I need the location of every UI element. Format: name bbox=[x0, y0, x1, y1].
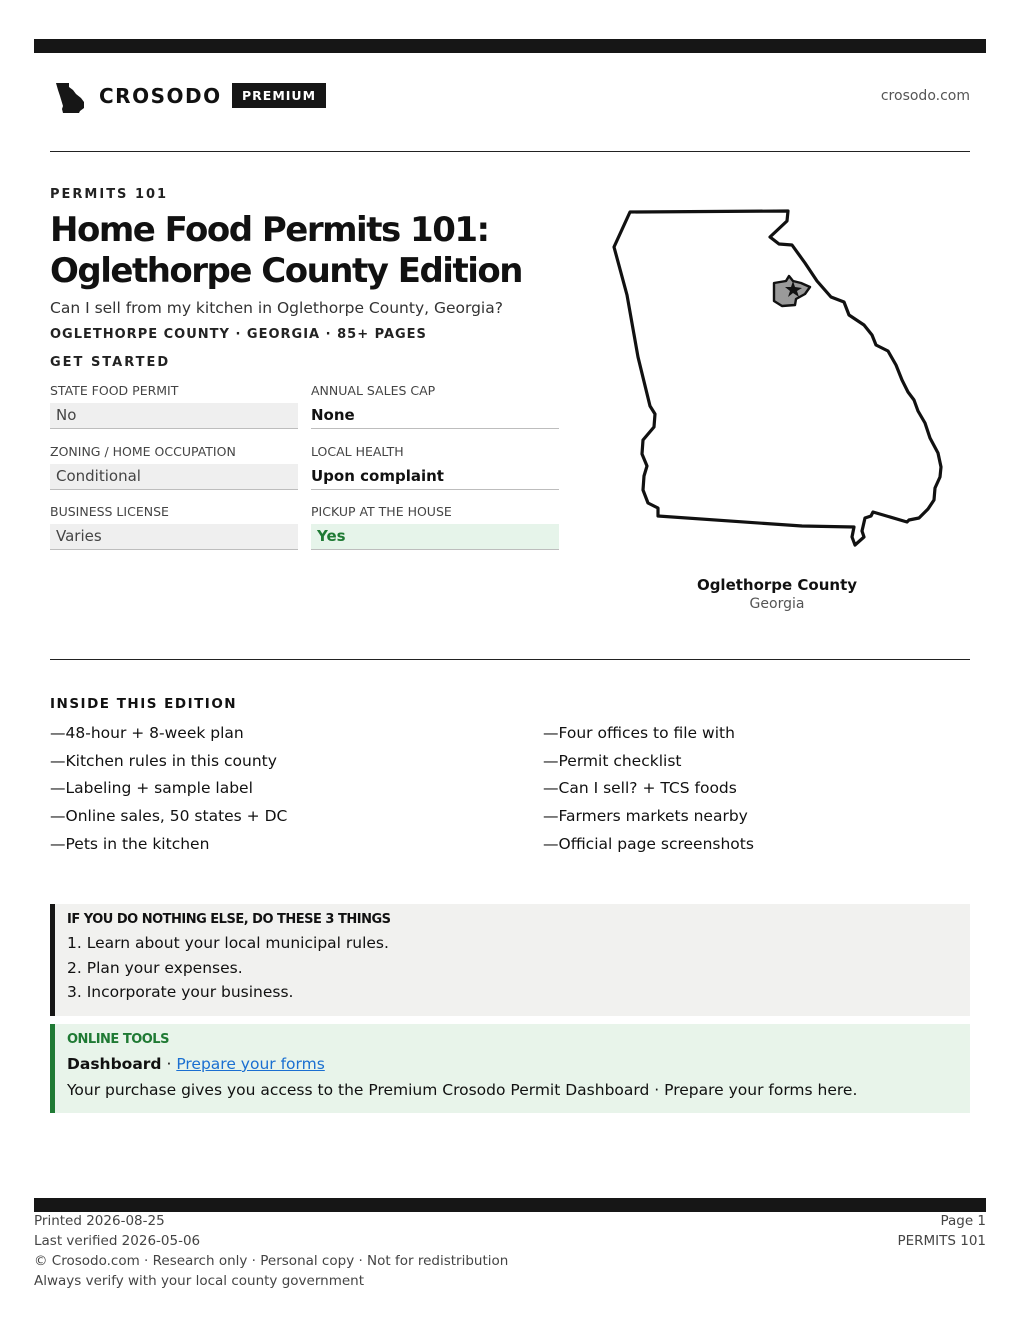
zoning-home-occupation-field bbox=[50, 443, 298, 490]
verified-date: Last verified 2026-05-06 bbox=[34, 1233, 201, 1249]
field-value: None bbox=[311, 403, 559, 429]
field-label: STATE FOOD PERMIT bbox=[50, 383, 179, 398]
state-food-permit-field bbox=[50, 382, 298, 429]
georgia-state-logo-icon bbox=[54, 80, 88, 114]
field-value: Varies bbox=[50, 524, 298, 550]
footer-section: PERMITS 101 bbox=[897, 1233, 986, 1249]
callout-step: 2. Plan your expenses. bbox=[67, 958, 243, 977]
three-things-callout bbox=[50, 904, 970, 1016]
online-tools-callout bbox=[50, 1024, 970, 1113]
georgia-map bbox=[606, 205, 948, 555]
georgia-state-outline bbox=[614, 211, 941, 545]
field-label: LOCAL HEALTH bbox=[311, 444, 404, 459]
verify-notice: Always verify with your local county government bbox=[34, 1273, 364, 1289]
header-divider bbox=[50, 151, 970, 152]
online-tools-heading: ONLINE TOOLS bbox=[67, 1032, 169, 1047]
map-state-label: Georgia bbox=[749, 596, 805, 612]
callout-step: 3. Incorporate your business. bbox=[67, 983, 294, 1001]
inside-edition-heading: INSIDE THIS EDITION bbox=[50, 696, 238, 712]
field-label: BUSINESS LICENSE bbox=[50, 504, 169, 519]
premium-badge: PREMIUM bbox=[232, 83, 326, 108]
toc-item: —Online sales, 50 states + DC bbox=[50, 807, 288, 826]
toc-item: —48-hour + 8-week plan bbox=[50, 724, 244, 742]
callout-steps bbox=[67, 931, 958, 1005]
field-label: ZONING / HOME OCCUPATION bbox=[50, 444, 236, 459]
site-url[interactable]: crosodo.com bbox=[880, 88, 970, 104]
separator: · bbox=[161, 1055, 177, 1073]
annual-sales-cap-field bbox=[311, 382, 559, 429]
prepare-forms-link[interactable]: Prepare your forms bbox=[176, 1055, 325, 1073]
business-license-field bbox=[50, 503, 298, 550]
section-divider bbox=[50, 659, 970, 660]
brand-name: CROSODO bbox=[99, 84, 222, 108]
field-value: No bbox=[50, 403, 298, 429]
toc-item: —Can I sell? + TCS foods bbox=[543, 779, 737, 798]
toc-item: —Permit checklist bbox=[543, 751, 682, 770]
local-health-field bbox=[311, 443, 559, 490]
edition-meta: OGLETHORPE COUNTY · GEORGIA · 85+ PAGES bbox=[50, 327, 427, 342]
toc-right-column bbox=[543, 720, 754, 858]
field-label: ANNUAL SALES CAP bbox=[311, 383, 436, 398]
get-started-heading: GET STARTED bbox=[50, 355, 171, 370]
pickup-at-house-field bbox=[311, 503, 559, 550]
title-line-1: Home Food Permits 101: bbox=[50, 210, 489, 250]
footer-left bbox=[34, 1211, 508, 1291]
field-value: Conditional bbox=[50, 464, 298, 490]
toc-item: —Four offices to file with bbox=[543, 724, 735, 742]
title-line-2: Oglethorpe County Edition bbox=[50, 251, 522, 291]
callout-heading: IF YOU DO NOTHING ELSE, DO THESE 3 THINGS bbox=[67, 912, 391, 927]
dashboard-description: Your purchase gives you access to the Premium Crosodo Permit Dashboard · Prepare your forms here. bbox=[67, 1081, 858, 1099]
copyright-notice: © Crosodo.com · Research only · Personal copy · Not for redistribution bbox=[34, 1253, 509, 1269]
field-value: Upon complaint bbox=[311, 464, 559, 490]
toc-item: —Farmers markets nearby bbox=[543, 807, 748, 826]
page-header bbox=[50, 78, 970, 118]
toc-item: —Pets in the kitchen bbox=[50, 834, 210, 853]
section-eyebrow: PERMITS 101 bbox=[50, 187, 169, 202]
printed-date: Printed 2026-08-25 bbox=[34, 1213, 165, 1229]
footer-right bbox=[897, 1211, 986, 1251]
callout-step: 1. Learn about your local municipal rules. bbox=[67, 934, 389, 952]
bottom-bar bbox=[34, 1198, 986, 1212]
toc-item: —Labeling + sample label bbox=[50, 779, 253, 798]
field-label: PICKUP AT THE HOUSE bbox=[311, 504, 452, 519]
dashboard-line bbox=[67, 1051, 958, 1077]
toc-item: —Official page screenshots bbox=[543, 834, 754, 853]
dashboard-label: Dashboard bbox=[67, 1055, 162, 1073]
page-title bbox=[50, 210, 590, 292]
map-county-label: Oglethorpe County bbox=[696, 576, 858, 594]
toc-left-column bbox=[50, 720, 287, 858]
top-bar bbox=[34, 39, 986, 53]
toc-item: —Kitchen rules in this county bbox=[50, 751, 277, 770]
field-value: Yes bbox=[311, 524, 559, 550]
page-number: Page 1 bbox=[940, 1213, 986, 1229]
page-subtitle: Can I sell from my kitchen in Oglethorpe County, Georgia? bbox=[50, 299, 503, 317]
